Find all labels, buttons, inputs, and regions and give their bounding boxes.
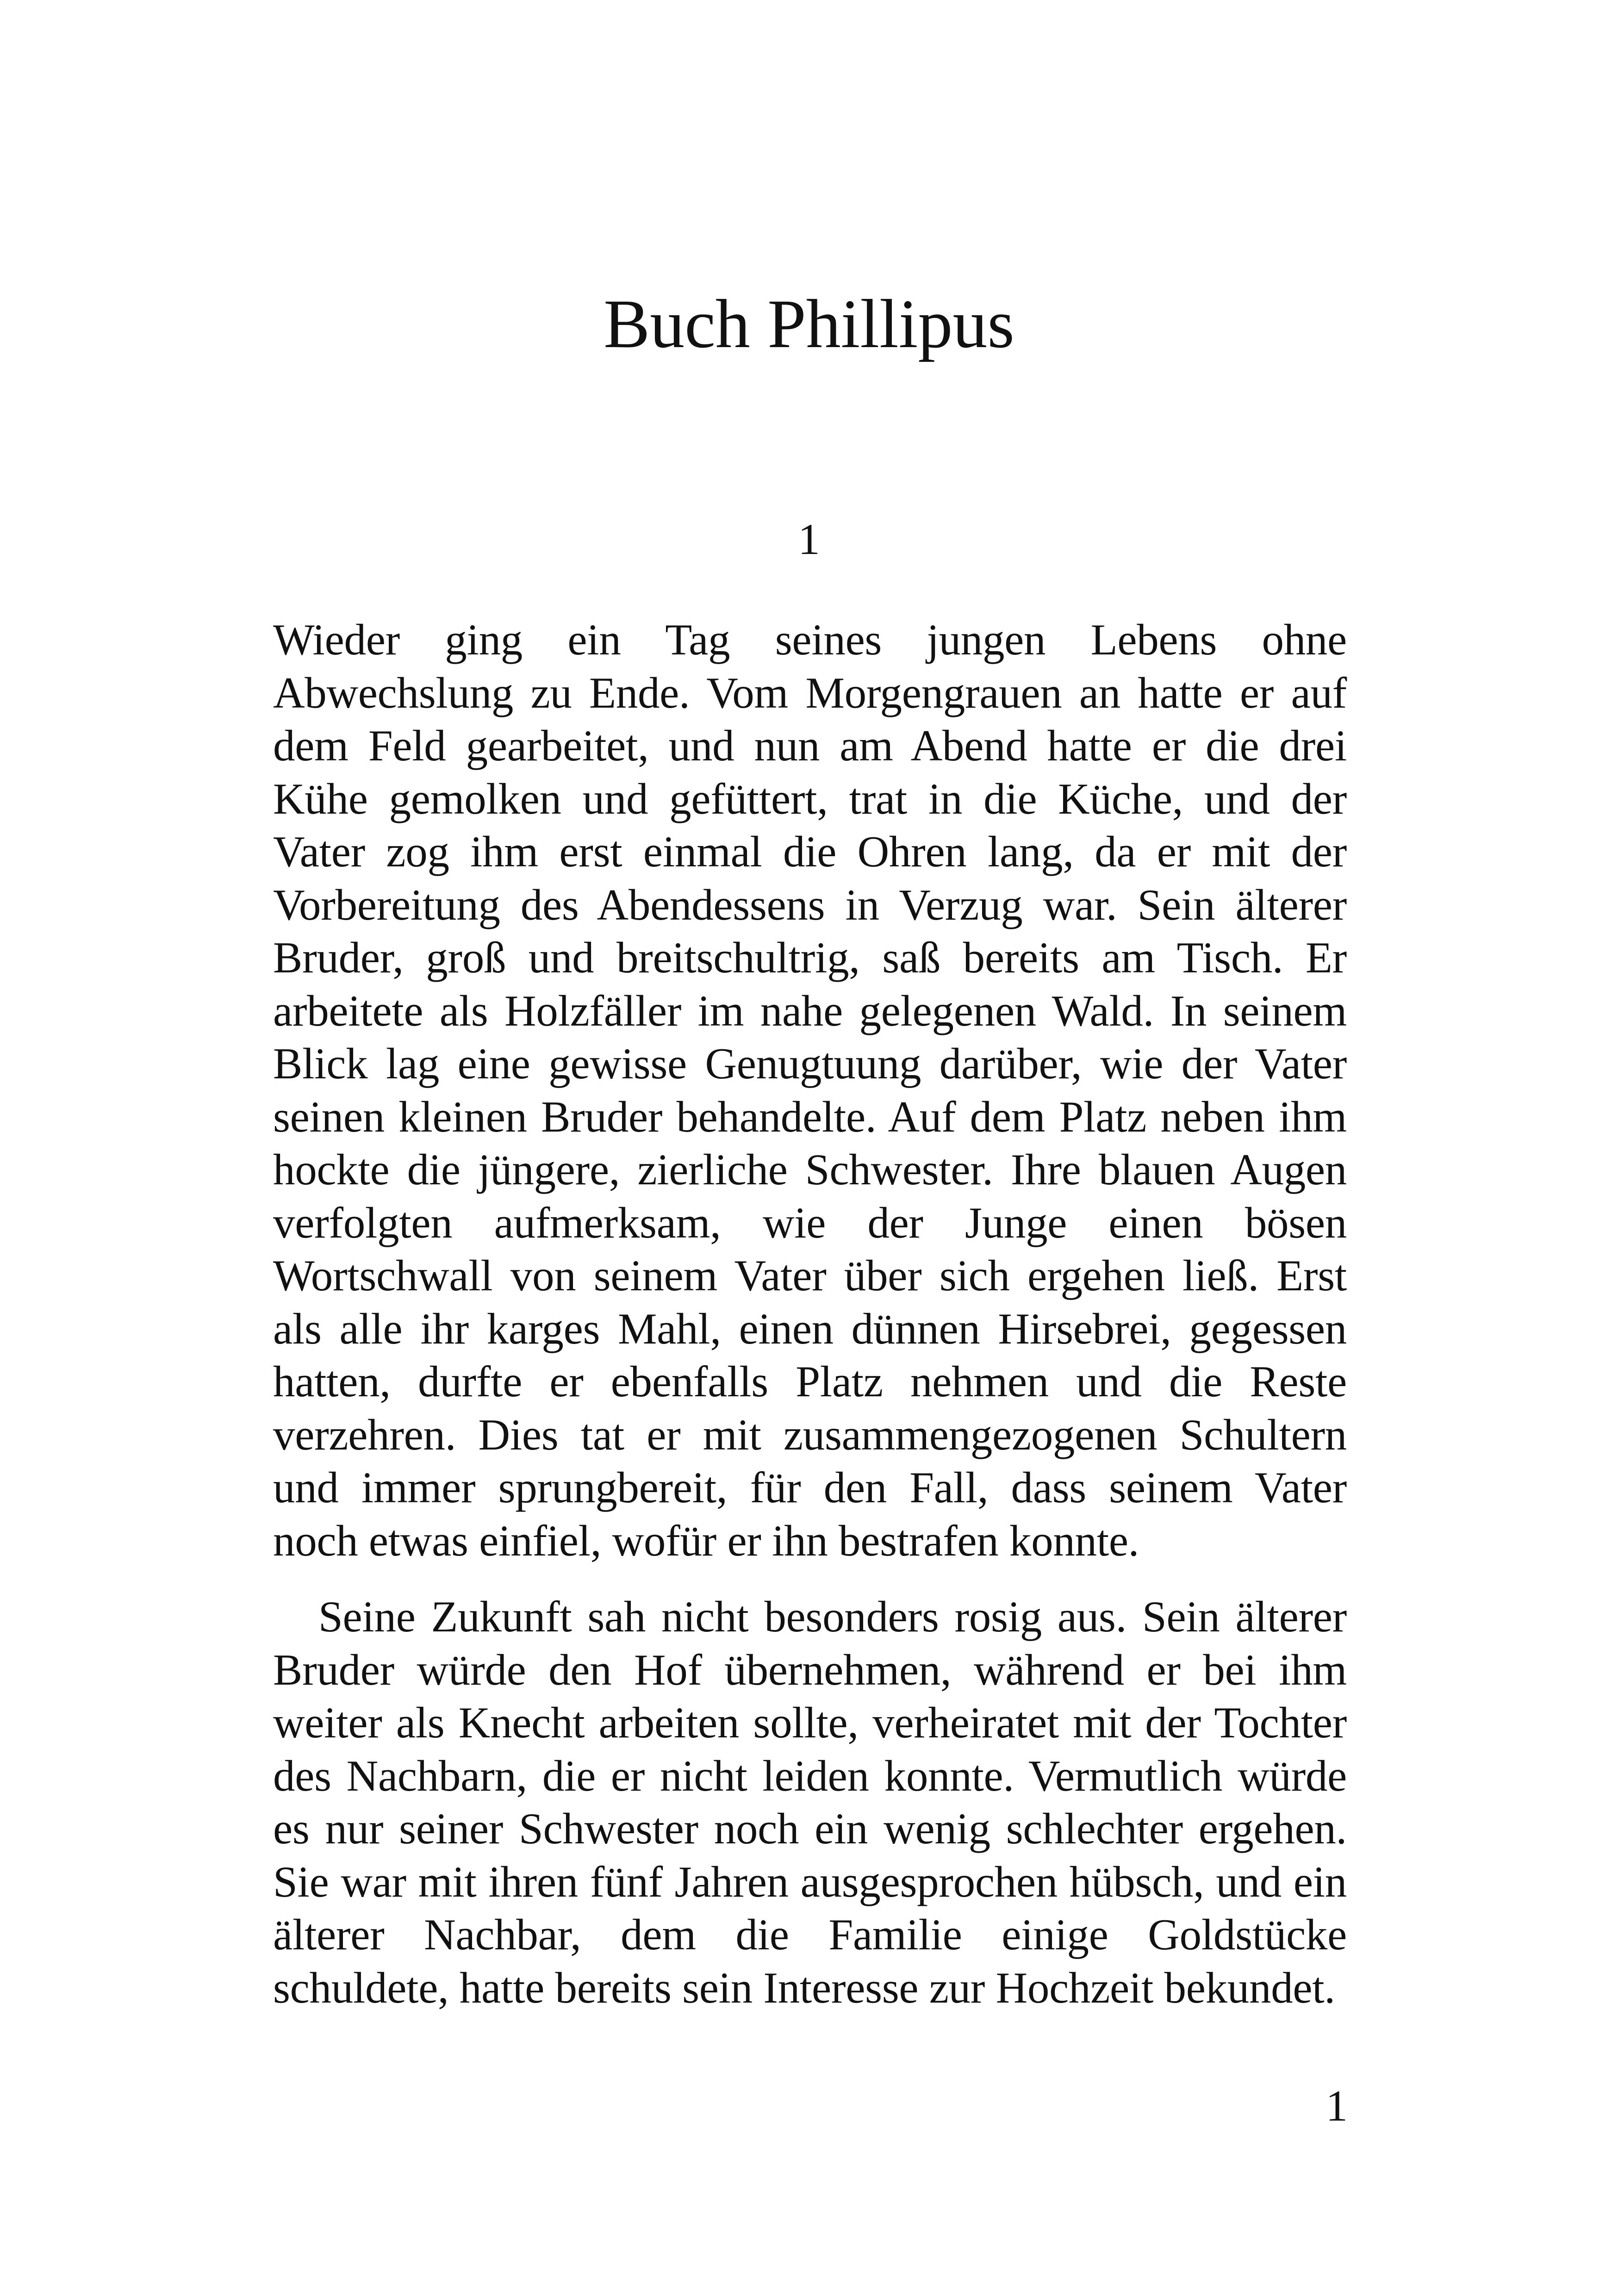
page-number: 1 <box>1326 2081 1348 2130</box>
paragraph-2: Seine Zukunft sah nicht besonders rosig aus. Sein älterer Bruder würde den Hof übernehmen, während er bei ihm weiter als Knecht arbeiten sollte, verheiratet mit der Tochter des Nachbarn, die er nicht leiden konnte. Vermutlich würde es nur seiner Schwester noch ein wenig schlechter ergehen. Sie war mit ihren fünf Jahren ausgesprochen hübsch, und ein älterer Nachbar, dem die Familie einige Goldstücke schuldete, hatte bereits sein Interesse zur Hochzeit bekundet. <box>273 1592 1347 2012</box>
chapter-number: 1 <box>798 515 820 564</box>
book-title: Buch Phillipus <box>604 286 1014 362</box>
paragraph-1: Wieder ging ein Tag seines jungen Lebens ohne Abwechslung zu Ende. Vom Morgengrauen an hatte er auf dem Feld gearbeitet, und nun am Abend hatte er die drei Kühe gemolken und gefüttert, trat in die Küche, und der Vater zog ihm erst einmal die Ohren lang, da er mit der Vorbereitung des Abendessens in Verzug war. Sein älterer Bruder, groß und breitschultrig, saß bereits am Tisch. Er arbeitete als Holzfäller im nahe gelegenen Wald. In seinem Blick lag eine gewisse Genugtuung darüber, wie der Vater seinen kleinen Bruder behandelte. Auf dem Platz neben ihm hockte die jüngere, zierliche Schwester. Ihre blauen Augen verfolgten aufmerksam, wie der Junge einen bösen Wortschwall von seinem Vater über sich ergehen ließ. Erst als alle ihr karges Mahl, einen dünnen Hirsebrei, gegessen hatten, durfte er ebenfalls Platz nehmen und die Reste verzehren. Dies tat er mit zusammengezogenen Schultern und immer sprungbereit, für den Fall, dass seinem Vater noch etwas einfiel, wofür er ihn bestrafen konnte. <box>273 615 1347 1565</box>
body-text <box>273 613 1347 2014</box>
